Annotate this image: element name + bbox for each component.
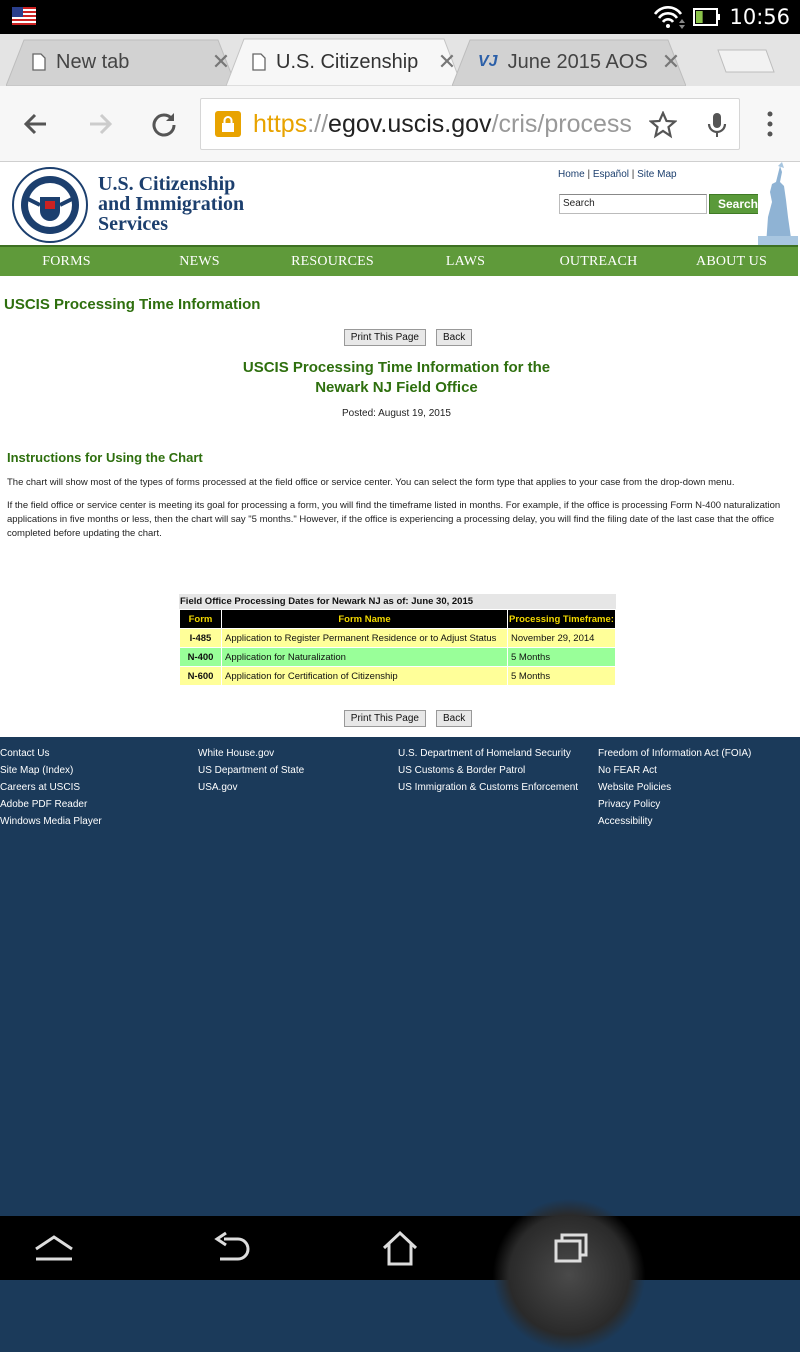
- site-footer: [0, 737, 800, 1216]
- lock-icon: [215, 111, 241, 137]
- collapse-up-icon[interactable]: [30, 1226, 78, 1270]
- form-code: N-600: [180, 667, 222, 686]
- site-header: [0, 162, 800, 245]
- home-link[interactable]: Home: [558, 169, 585, 180]
- footer-link[interactable]: USA.gov: [198, 782, 238, 793]
- tab-new-tab[interactable]: [6, 38, 236, 86]
- footer-link[interactable]: Accessibility: [598, 816, 653, 827]
- table-header-row: [180, 610, 616, 629]
- dhs-seal-logo[interactable]: [12, 167, 88, 243]
- wifi-icon: [651, 5, 685, 29]
- url-text[interactable]: https://egov.uscis.gov/cris/process: [253, 109, 632, 138]
- espanol-link[interactable]: Español: [592, 169, 629, 180]
- instructions-heading: Instructions for Using the Chart: [7, 450, 203, 465]
- form-name: Application for Naturalization: [222, 648, 508, 667]
- search-input[interactable]: Search: [559, 194, 707, 214]
- vj-favicon-icon: VJ: [478, 53, 498, 70]
- utility-links: Home | Español | Site Map: [558, 169, 677, 180]
- footer-column-4: [598, 745, 751, 830]
- table-row: [180, 667, 616, 686]
- recent-apps-icon[interactable]: [546, 1226, 594, 1270]
- menu-icon[interactable]: [750, 104, 790, 144]
- page-icon: [252, 53, 266, 71]
- nav-outreach[interactable]: OUTREACH: [559, 253, 638, 269]
- processing-timeframe: November 29, 2014: [508, 629, 616, 648]
- tab-strip: [0, 34, 800, 86]
- star-icon[interactable]: [649, 111, 677, 139]
- footer-link[interactable]: Windows Media Player: [0, 816, 102, 827]
- processing-timeframe: 5 Months: [508, 667, 616, 686]
- footer-link[interactable]: No FEAR Act: [598, 765, 657, 776]
- footer-link[interactable]: US Department of State: [198, 765, 305, 776]
- system-back-icon[interactable]: [206, 1226, 254, 1270]
- chart-caption: Field Office Processing Dates for Newark NJ as of: June 30, 2015: [179, 594, 616, 609]
- microphone-icon[interactable]: [703, 111, 731, 139]
- status-bar: [0, 0, 800, 34]
- table-row: [180, 648, 616, 667]
- us-flag-icon: [12, 7, 36, 25]
- column-header-form-name: Form Name: [222, 610, 508, 629]
- tab-uscis[interactable]: [226, 38, 462, 86]
- footer-link[interactable]: U.S. Department of Homeland Security: [398, 748, 571, 759]
- nav-news[interactable]: NEWS: [179, 253, 220, 269]
- print-page-button[interactable]: Print This Page: [344, 329, 426, 346]
- table-row: [180, 629, 616, 648]
- form-code: I-485: [180, 629, 222, 648]
- back-button[interactable]: Back: [436, 329, 472, 346]
- new-tab-button[interactable]: [716, 48, 776, 74]
- footer-link[interactable]: Site Map (Index): [0, 765, 74, 776]
- posted-date: Posted: August 19, 2015: [342, 408, 451, 419]
- page-icon: [32, 53, 46, 71]
- footer-link[interactable]: Adobe PDF Reader: [0, 799, 88, 810]
- forward-arrow-icon[interactable]: [80, 104, 120, 144]
- top-button-row: [0, 329, 800, 346]
- nav-laws[interactable]: LAWS: [445, 253, 486, 269]
- processing-timeframe: 5 Months: [508, 648, 616, 667]
- instructions-paragraph-1: The chart will show most of the types of forms processed at the field office or service center. You can select the form type that applies to your case from the drop-down menu.: [7, 477, 735, 488]
- footer-link[interactable]: US Immigration & Customs Enforcement: [398, 782, 579, 793]
- footer-column-1: [0, 745, 102, 830]
- footer-link[interactable]: Privacy Policy: [598, 799, 661, 810]
- tab-title: June 2015 AOS: [507, 50, 648, 73]
- footer-link[interactable]: US Customs & Border Patrol: [398, 765, 526, 776]
- page-title: USCIS Processing Time Information: [4, 296, 261, 313]
- home-icon[interactable]: [376, 1226, 424, 1270]
- footer-link[interactable]: Contact Us: [0, 748, 50, 759]
- office-title: USCIS Processing Time Information for the Newark NJ Field Office: [242, 359, 551, 396]
- form-name: Application to Register Permanent Residence or to Adjust Status: [222, 629, 508, 648]
- battery-icon: [693, 7, 721, 27]
- close-icon[interactable]: ✕: [661, 49, 681, 74]
- back-arrow-icon[interactable]: [16, 104, 56, 144]
- footer-link[interactable]: Website Policies: [598, 782, 672, 793]
- column-header-form: Form: [180, 610, 222, 629]
- site-name[interactable]: U.S. Citizenship and Immigration Services: [98, 173, 245, 235]
- reload-icon[interactable]: [144, 104, 184, 144]
- nav-about-us[interactable]: ABOUT US: [696, 253, 767, 269]
- tab-june-2015-aos[interactable]: [452, 38, 686, 86]
- nav-forms[interactable]: FORMS: [42, 253, 91, 269]
- main-nav: [0, 245, 798, 276]
- form-code: N-400: [180, 648, 222, 667]
- processing-table: [179, 609, 616, 686]
- footer-link[interactable]: Freedom of Information Act (FOIA): [598, 748, 752, 759]
- processing-chart: [179, 594, 616, 686]
- tab-title: New tab: [56, 50, 130, 73]
- column-header-timeframe: Processing Timeframe:: [508, 610, 616, 629]
- search-button[interactable]: Search: [709, 194, 767, 214]
- omnibox[interactable]: [200, 98, 740, 150]
- close-icon[interactable]: ✕: [437, 49, 457, 74]
- form-name: Application for Certification of Citizenship: [222, 667, 508, 686]
- nav-resources[interactable]: RESOURCES: [291, 253, 374, 269]
- statue-of-liberty-image: [758, 162, 798, 245]
- close-icon[interactable]: ✕: [211, 49, 231, 74]
- tab-title: U.S. Citizenship: [276, 50, 419, 73]
- recents-press-highlight: [492, 1198, 646, 1352]
- print-page-button[interactable]: Print This Page: [344, 710, 426, 727]
- footer-column-2: [198, 745, 304, 796]
- back-button[interactable]: Back: [436, 710, 472, 727]
- bottom-button-row: [0, 710, 800, 727]
- site-map-link[interactable]: Site Map: [637, 169, 677, 180]
- status-clock: 10:56: [729, 5, 790, 29]
- browser-toolbar: [0, 86, 800, 162]
- instructions-paragraph-2: If the field office or service center is meeting its goal for processing a form, you will find the timeframe listed in months. For example, if the office is processing Form N-400 naturalization applications in five months or less, then the chart will say "5 months." However, if the office is experiencing a processing delay, you will find the filing date of the last case that the office completed before updating the chart.: [7, 500, 781, 539]
- footer-link[interactable]: White House.gov: [198, 748, 275, 759]
- footer-link[interactable]: Careers at USCIS: [0, 782, 81, 793]
- web-page: [0, 162, 800, 737]
- footer-column-3: [398, 745, 578, 796]
